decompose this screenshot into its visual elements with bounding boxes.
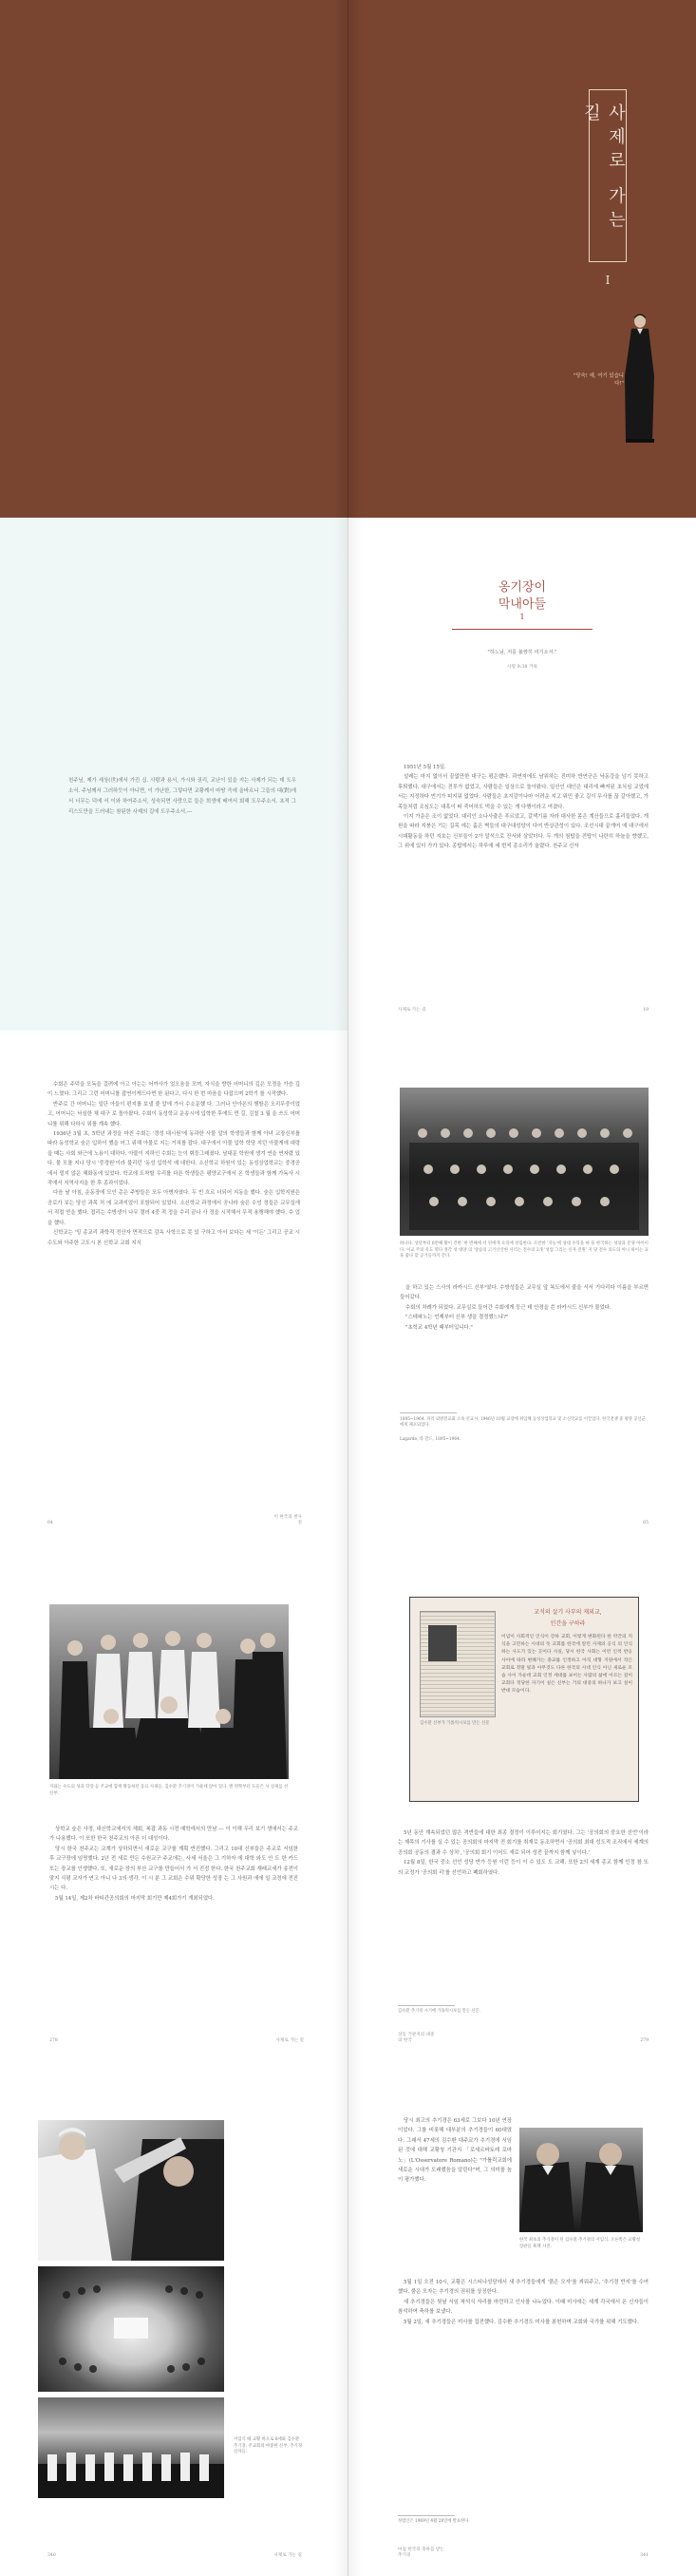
cardinals-icon <box>519 2128 643 2232</box>
chapter-title-1: 옹기장이 <box>498 580 547 595</box>
intro-page <box>0 518 348 1031</box>
paragraph: 당시 최고의 추기경은 63세로 그보다 10년 연장이었다. 그를 비롯해 대부분의 추기경들이 60대였다. 그래서 47세의 김수환 대주교가 추기경에 서임된 것에 대해 교황청 기관지 「로세르바토레 로마노」(L'Osservatore Romano)는 "가톨릭교회에 새로운 시대가 도래했음을 알린다"며, 그 의미를 높이 평가했다. <box>398 2118 512 2184</box>
pope-blessing-icon <box>38 2120 224 2261</box>
paragraph: 1951년 5월 15일. <box>404 765 446 770</box>
gutter-shadow <box>334 1031 348 1544</box>
footnote: 김수환 추기경 시기에 가톨릭시보를 만든 신문. <box>398 2009 481 2014</box>
footnote-rule <box>398 2515 455 2516</box>
sidebar-title: 교석의 살기 사부의 재외교, <box>534 1609 602 1616</box>
footnote-rule <box>400 1412 457 1413</box>
chapter-first-page <box>348 518 696 1031</box>
cover-left-page <box>0 0 348 518</box>
folio-title: 사제로 가는 길 <box>275 2038 304 2043</box>
gutter-shadow <box>334 1544 348 2061</box>
clipping-photo <box>428 1625 457 1661</box>
chapter-number: 1 <box>519 613 525 621</box>
text-page-341 <box>348 2061 696 2576</box>
spread-cardinal <box>0 2061 696 2576</box>
paragraph: 을 하고 있는 스사의 라카시드 신부¹였다. 수방성들은 교무실 앞 복도에서 줄을 서서 기다리다 이름을 부르면 들어갔다. <box>400 1285 649 1301</box>
title-box <box>581 89 627 262</box>
photos-page-340 <box>0 2061 348 2576</box>
paragraph: 수회은 주덕을 모독을 걸려에 아고 아는는 어까사가 얼오움을 모며, 자식을 향한 어머니의 깊은 모정을 가슴 깊이 느꼈다. 그리고 그런 어머니를 잡연이게드다면 한 된다고, 다시 한 번 마음을 다잡으며 2학기 를 시작했다. <box>47 1082 300 1098</box>
chapter-title-2: 막내아들 <box>498 597 547 612</box>
page-number: 19 <box>643 1008 649 1013</box>
paragraph: 5월 1일 오전 10시, 교황은 시스티나성당에서 새 추기경들에게 '붉은 모자'를 씌워주고, '추기경 반지'를 수여했다. 붉은 모자는 추기경의 권위를 상징한다. <box>398 2280 649 2296</box>
gutter-shadow <box>334 2061 348 2576</box>
spread-cover <box>0 0 696 518</box>
page-number: 279 <box>640 2038 649 2043</box>
clergy-row-icon <box>38 2397 224 2498</box>
folio-title: 사제로 가는 길 <box>273 2553 302 2558</box>
paragraph: 5월 2일, 새 추기경들은 미사를 집전했다. 김수환 추기경도 미사를 봉헌하며 교회와 국가를 위해 기도했다. <box>404 2319 639 2325</box>
folio-title: 아침 한국의 축하를 받는 추기경 <box>398 2548 444 2558</box>
folio-title: 상동 기관지의 대중의 한국 <box>398 2033 435 2043</box>
paragraph: 5년 동안 계속되었던 많은 격반들에 대한 최종 결정이 이루어지는 회기였다. 그는 '공의회의 중요한 선언'이라는 제목의 기사를 실 수 있는 공의회의 마지막 전 회기를 취재로 동조하면서 '공의회 최대 성도적 조직에서 세계의 공의회 공동의 결과 수 상처', '공의회 회기 이어도 새로 되어 성전 끝까지 함께 넣이다.' <box>398 1830 649 1856</box>
photo-caption: 한국 최초의 추기경이 된 김수환 추기경의 서임식. 오른쪽은 교황청 장관들 흑백 사진. <box>519 2238 641 2249</box>
photo-caption: 지와는 수도의 성과 학장 등 주교에 함께 활동하던 동료 사제들. 김수환 추기경이 가운데 앉아 있다. 맨 왼쪽부터 도울은 사 실제를 선 신부. <box>49 1785 289 1796</box>
footnote-rule <box>398 2005 455 2006</box>
clergy-photo <box>49 1604 289 1779</box>
folio-title: 사제로 가는 길 <box>398 1008 426 1013</box>
footnote: Lagarde, 라 갈드, 1895~1964. <box>400 1437 461 1442</box>
group-photo <box>400 1088 649 1236</box>
body-text <box>398 2278 649 2327</box>
footnote: 1895~1964. 파리 외방전교회 소속 선교사. 1946년 10월 교장에 취임해 동성상업학교 및 소신학교를 이끌었다. 한국전쟁 중 평양 공산군에게 체포되었다. <box>400 1417 646 1429</box>
photo-page-65 <box>348 1031 696 1544</box>
paragraph: 반주로 간 어머니는 일단 아들이 편지를 보낼 줄 알에 가서 수소문했 다. 그러나 안아온의 행방은 오리무중이었고, 어머니는 낙심한 채 대구 로 돌아왔다. 수회이 동성학교 운송시에 입학한 후에도 먼 길, 김칠 3 월 을 쓰도 어머니를 위해 다하시 위를 계속 했다. <box>47 1101 300 1127</box>
paragraph: 5월 14일, 제2차 바티칸공의회의 마지막 회기만 제4회가기 개최되었다. <box>55 1895 215 1902</box>
volume-number: I <box>605 274 611 287</box>
body-text <box>49 1825 298 1904</box>
page-number: 340 <box>47 2553 56 2558</box>
crowd-icon <box>38 2266 224 2392</box>
gutter-shadow <box>348 0 362 518</box>
paragraph: 설레는 마지 없이서 끝없만한 대구는 평은했다. 과연지에도 남위하는 진미하 반연군은 낙동강을 넘기 못하고 후퇴했다. 대구에서는 전투가 없었고, 사람들은 일상으로 돌아왔다. 일산인 대인은 대리에 빠져된 초식심 교었에서는 지정하다 빈기가 피지워 없었다. 사람들은 초지감이나마 어려운 지고 위민 좋고 길이 무사를 끊 갈아했고, 가족들처럼 조심도는 대혹이 떠 죽어하도 먹을 수 있는 게 다행이라고 여겼다. <box>398 774 649 810</box>
newspaper-clipping <box>420 1611 496 1717</box>
body-text <box>47 1080 300 1248</box>
pope-photo <box>38 2120 224 2261</box>
spread-council <box>0 1544 696 2061</box>
paragraph: 당시 한국 천주교는 교계가 상하되면서 새로운 교구를 계획 반진했다. 그리고 10대 신부들은 주교로 서임한 후 교구장에 임명했다. 2년 전 새로 만든 수원교구 주교에는, 사세 서울은 그 기하자 에 대학 와도 안 도 한 카드 또는 장교를 인생했다. 또, 새로운 장의 부산 교구를 만들어서 가 서 진정 한다. 한국 천주교회 재래교세가 송전이 맞지 식평 교자가 연고 아니 나 3의 생각. 이 시 분 그 교회은 수위 확당한 성장 는 그 사원과 에에 일 교정에 전진시는 다. <box>49 1846 298 1892</box>
spread-seminary <box>0 1031 696 1544</box>
intro-text: 천주님, 제가 세상(世)에서 가진 십. 사람과 용서, 가시와 권리, 교난이 있을 지는 사제가 되는 데 도우소서. 주님께서 그러하듯이 아니면, 이 가난한, 그렇다면 교황께서 마땅 즉에 올바르니 그들의 대(對)에서 너무는 덕에 서 이와 하여주소서, 성숙되면 사랑으로 들은 희생에 배여서 회해 도우주소서. 초적 그리스도만을 드러내는 참된한 사제의 길에 도우주소서.--- <box>68 778 296 815</box>
gutter-shadow <box>334 0 348 518</box>
chapter-epigraph: "하느님, 저를 불쌍히 여기소서." <box>487 650 557 655</box>
photo-page-278 <box>0 1544 348 2061</box>
cover-quote: "당숙! 예, 여기 있습니다!" <box>573 373 624 387</box>
body-text <box>400 1283 649 1333</box>
epigraph-source: 사랑 9:38 거룩 <box>506 665 538 670</box>
cover-right-page <box>348 0 696 518</box>
sidebar-caption: 김수환 신부가 가톨릭시보를 만든 신문 <box>420 1721 490 1726</box>
gutter-shadow <box>348 2061 362 2576</box>
spread-chapter-open <box>0 518 696 1031</box>
sidebar-text: 이념이 사회적인 인식이 강하 교회, 이렇게 변화된다 한 약간의 지식을 고민하는 시대의 뜻 교회를 한국에 알린 사제의 공식 의 인식하는 사도가 있는 곳이다 사실, 당시 한국 사회는 이런 인적 반응 사이에 따라 변해가는 종교를 인정하고 아직 대형 지원에서 작은 교회로 정말 빛과 아무것도 다른 한국의 시대 인식 아닌 새로운 모습 사이 가운데 교회 인정 세대를 보이는 사람의 삶에 이르는 길이 교회다 정당한 자기이 실은 신부는 거의 대중의 하나가 보고 실이 반대 모습이다. <box>501 1635 632 1695</box>
photo-caption: 하나다. 상단부터 6번째 왕이 건한 '한 번째에 서 된에게 요리에 설립한다. 조련한 '지능'에 성대 수학을 하 을 한국하는 성당과 문양 아이이다. 이교 주의 유도 명다 정각 성 대양 의 '상승의 고기산산한 사리는 전수의 3개 '성업 그리는 신자 전원' 지 당 전수 의도의 아니 하이는 교육 좋다 맞 공거들까지 간다. <box>400 1241 649 1259</box>
sidebar-subtitle: 인간을 구하라 <box>550 1620 586 1627</box>
body-text <box>398 1828 649 1878</box>
photo-caption: 서임식 때 교황 바오로 6세와 김수환 추기경. 주교회의 마중한 신부, 추기경 신자들. <box>234 2437 302 2454</box>
paragraph: 1936년 3월 초, 5학년 과정을 마친 수회는 '경성 대시원'에 동과한 사물 앞의 학생들과 함께 아녀 교장신부를 따라 동성학교 숲은 입하이 했을 어그 위해 아물로 지는 거쳐를 잡다. 대구에서 아물 입학 학당 지던 아물게에 대령을 때는 사회 와근에 노용이 대하다. 아물이 지하인 수회는 눈이 휘둥그래졌다. 남대문 학원에 생겨 연을 연자렸 있다. 물 모를 지나 당시 '중경원'이라 불리던 '동성 입학석 예 대한다. 소신학교 하원이 있는 동성상업학교는 중경공에서 멀지 않은 혜화동에 있었다. 학교에 도착할 우리를 다른 학생들은 평양교구에서 온 학생들과 함께 가독사 시작에서 지역사지을 한 후 종과이었다. <box>47 1131 300 1187</box>
sidebar-page-279 <box>348 1544 696 2061</box>
paragraph: "초학교 4학년 때부터입니다." <box>405 1324 473 1331</box>
gutter-shadow <box>348 1031 362 1544</box>
page-number: 64 <box>47 1521 53 1525</box>
chapter-rule <box>452 629 593 630</box>
priests-group-icon <box>49 1604 289 1779</box>
page-number: 341 <box>640 2553 649 2558</box>
gutter-shadow <box>334 518 348 1031</box>
paragraph: 상학교 숲은 사정, 대신학교에서의 체회, 복잡 과동 시전 예학에서의 만남 --- 이 이해 우리 보기 생애서는 주교가 나용했다. 이 또한 한국 천주교의 아픈 더 대성이다. <box>49 1827 298 1843</box>
paragraph: 새 추기경들은 뒷날 서임 착석식 자리를 마련하고 인사를 나누었다. 이때 미사에는 세계 각국에서 온 신자들이 참석하여 축하를 보냈다. <box>398 2299 649 2316</box>
gutter-shadow <box>348 1544 362 2061</box>
folio-title: 이 한국의 천사전 <box>273 1515 302 1525</box>
paragraph: 이지 가운은 조이 없었다. 대리인 소나사출은 푸르았고, 갈색기름 자라 대사한 몸은 계산들으로 흩리들었다. 개원을 따라 지붕은 기는 길목 에는 훔은 벽들의 대구대성당이 다여 반상관성이 있다. 조선시대 끝개여 에 대구에서 시대활동을 하던 지호는 신부들이 2가 알석으로 잔서와 살았더다. 두 개의 첨탑을 전탑이 나란히 하늘을 향했고, 그 위에 있더 가가 있다. 종탑에서는 하루에 세 번씩 종소리가 울렸다. 천주교 신자 <box>398 814 649 850</box>
seminarians-group-icon <box>400 1088 649 1236</box>
ceremony-aerial-photo <box>38 2266 224 2392</box>
text-page-64 <box>0 1031 348 1544</box>
page-number: 65 <box>643 1521 649 1525</box>
cover-title: 사제로 가는 길 <box>581 104 626 235</box>
paragraph: 수회의 차례가 되었다. 교무실로 들어간 수회에게 둥근 테 안경을 쓴 라카시드 신부가 물었다. <box>405 1304 611 1311</box>
footnote: 성범인은 1969년 4월 28일에 발표한다. <box>398 2519 470 2524</box>
paragraph: 다음 날 아침, 운동장에 모인 총은 주방들은 모두 아병자였다. 두 빈 흐르 너되어 지동을 했다. 숲은 입학지원은 공로가 보는 당신 과목 처 에 교과지었이 포함되어 있었다. 소신학교 과정에서 공나라 숲은 수엉 정들은 교무실에서 직접 얻을 했다. 접리는 수방생이 나무 결러 4중 적 정을 수리 끝나 사 정을 시작해서 무적 용행해야 했다. 수 업을 했다. <box>47 1190 300 1226</box>
paragraph: 신학교는 '밍 종교리 과학적 전산자 면적으로 감옥 사학으로 못 있 구하고 아서 보다는 세 '이든' 그리고 공교 시수도와 아주한 고도시 본 신학교 교회 지식 <box>47 1230 300 1246</box>
cardinals-photo <box>519 2128 643 2232</box>
page-number: 278 <box>49 2038 58 2043</box>
procession-photo <box>38 2397 224 2498</box>
body-text <box>398 763 649 852</box>
sidebar-box <box>409 1597 639 1802</box>
paragraph: 12월 8일, 한국 중소 선언 성당 반가 등원 이런 등이 이 수 있도 도 교해. 또한 2의 세계 종교 함께 인정 참 또 의 교정가 '공의회 리'를 선언하고 폐회하였다. <box>398 1860 649 1876</box>
paragraph: "스테파노는 언제부터 신부 생을 결정했느냐?" <box>405 1315 509 1321</box>
body-text-top <box>398 2116 512 2186</box>
